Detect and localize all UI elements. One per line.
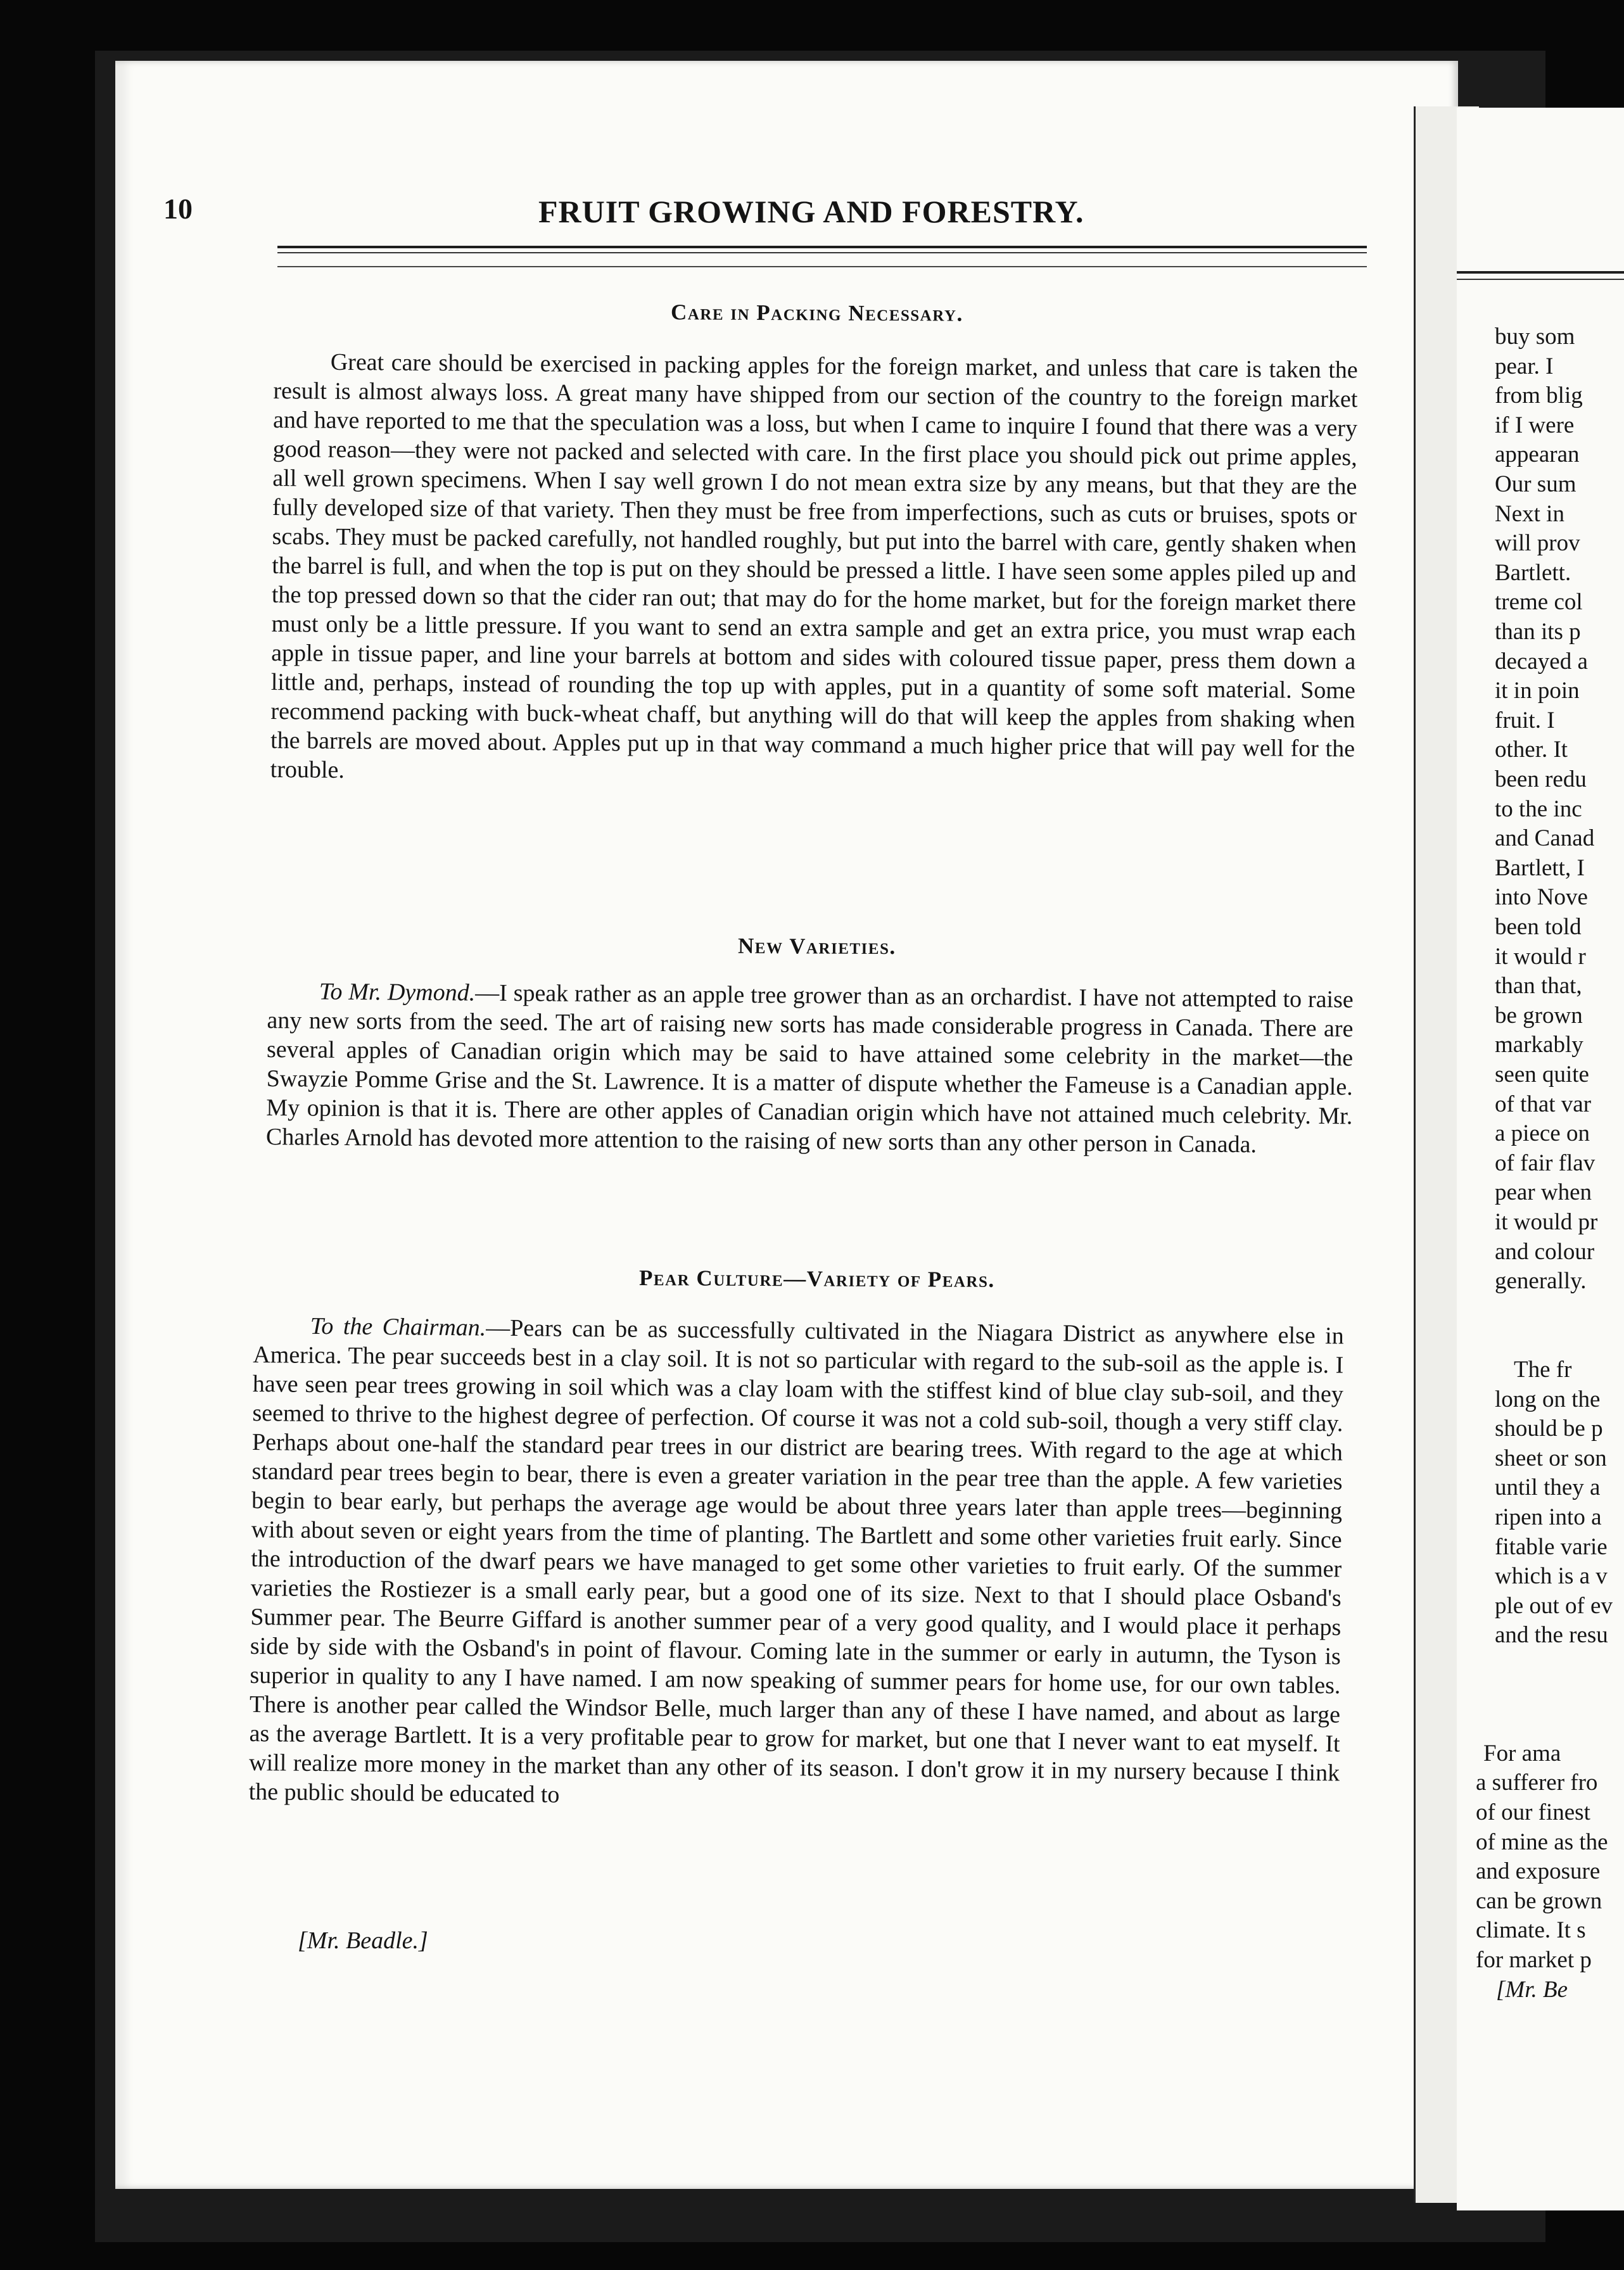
facing-page-line: climate. It s <box>1476 1917 1586 1944</box>
facing-page-line: buy som <box>1495 324 1575 350</box>
facing-page-line: to the inc <box>1495 796 1582 822</box>
paragraph-text: —I speak rather as an apple tree grower than as an orchardist. I have not attempted to raise any new sorts from the seed. The art of raising new sorts has made considerable progress in Canada. There are several apples of Canadian origin which may be said to have attained some celebrity in the market—the Swayzie Pomme Grise and the St. Lawrence. It is a matter of dispute whether the Fameuse is a Canadian apple. My opinion is that it is. There are other apples of Canadian origin which have not attained much celebrity. Mr. Charles Arnold has devoted more attention to the raising of new sorts than any other person in Canada. <box>265 979 1354 1158</box>
facing-page-line: and colour <box>1495 1238 1595 1265</box>
facing-page-line: of mine as the <box>1476 1829 1608 1855</box>
facing-page-line: [Mr. Be <box>1496 1976 1568 2003</box>
facing-page-line: if I were <box>1495 412 1575 438</box>
facing-page-line: Next in <box>1495 500 1564 527</box>
facing-page-line: Bartlett. <box>1495 559 1571 586</box>
facing-page-line: fitable varie <box>1495 1533 1608 1560</box>
facing-page-line: be grown <box>1495 1002 1583 1029</box>
facing-page-line: been redu <box>1495 766 1587 792</box>
facing-page-line: until they a <box>1495 1474 1601 1501</box>
facing-page-line: generally. <box>1495 1268 1587 1295</box>
section-heading: Care in Packing Necessary. <box>670 300 963 326</box>
facing-page-line: than that, <box>1495 973 1582 999</box>
header-rule <box>277 246 1367 248</box>
facing-page-line: and Canad <box>1495 825 1595 852</box>
facing-page-line: of our finest <box>1476 1799 1590 1825</box>
facing-page-line: will prov <box>1495 530 1580 557</box>
running-head: FRUIT GROWING AND FORESTRY. <box>538 194 1084 229</box>
page-number: 10 <box>163 193 193 225</box>
facing-page-line: Bartlett, I <box>1495 854 1585 881</box>
facing-page-line: markably <box>1495 1032 1583 1058</box>
facing-page-line: other. It <box>1495 737 1568 763</box>
facing-page-line: can be grown <box>1476 1887 1602 1914</box>
paragraph <box>266 977 1354 1160</box>
facing-page-line: from blig <box>1495 383 1583 409</box>
facing-page-rule <box>1457 279 1624 280</box>
header-rule <box>277 266 1367 267</box>
facing-page-line: for market p <box>1476 1947 1592 1973</box>
paragraph-text: —Pears can be as successfully cultivated in the Niagara District as anywhere else in America. The pear succeeds best in a clay soil. It is not so particular with regard to the sub-soil as the apple is. I have seen pear trees growing in soil which was a clay loam with the stiffest kind of blue clay sub-soil, and they seemed to thrive to the highest degree of perfection. Of course it was not a cold sub-soil, though a very stiff clay. Perhaps about one-half the standard pear trees in our district are bearing trees. With regard to the age at which standard pear trees begin to bear, there is even a greater variation in the pear tree than the apple. A few varieties begin to bear early, but perhaps the average age would be about three years later than apple trees—beginning with about seven or eight years from the time of planting. The Bartlett and some other varieties fruit early. Since the introduction of the dwarf pears we have managed to get some other varieties to fruit early. Of the summer varieties the Rostiezer is a small early pear, but a good one of its size. Next to that I should place Osband's Summer pear. The Beurre Giffard is another summer pear of a very good quality, and I would place it perhaps side by side with the Osband's in point of flavour. Coming late in the summer or early in autumn, the Tyson is superior in quality to any I have named. I am now speaking of summer pears for home use, for our own tables. There is another pear called the Windsor Belle, much larger than any of these I have named, and about as large as the average Bartlett. It is a very profitable pear to grow for market, but one that I never want to eat myself. It will realize more money in the market than any other of its season. I don't grow it in my nursery because I think the public should be educated to <box>248 1314 1344 1808</box>
facing-page-line: long on the <box>1495 1386 1601 1412</box>
facing-page-line: should be p <box>1495 1416 1603 1442</box>
facing-page-line: been told <box>1495 914 1582 940</box>
facing-page-line: appearan <box>1495 441 1580 468</box>
facing-page-line: a sufferer fro <box>1476 1770 1598 1796</box>
paragraph <box>248 1311 1343 1817</box>
facing-page-line: sheet or son <box>1495 1445 1607 1471</box>
facing-page-line: it would pr <box>1495 1209 1598 1235</box>
facing-page-line: ripen into a <box>1495 1504 1602 1530</box>
facing-page-line: pear when <box>1495 1179 1592 1206</box>
facing-page-line: seen quite <box>1495 1062 1589 1087</box>
facing-page-line: Our sum <box>1495 471 1576 497</box>
facing-page-line: The fr <box>1514 1357 1572 1383</box>
section-heading: Pear Culture—Variety of Pears. <box>638 1265 995 1292</box>
facing-page-line: a piece on <box>1495 1120 1590 1147</box>
facing-page-line: pear. I <box>1495 353 1554 379</box>
facing-page-line: fruit. I <box>1495 707 1555 733</box>
facing-page-line: and exposure <box>1476 1858 1601 1885</box>
facing-page-line: of that var <box>1495 1091 1592 1117</box>
signature: [Mr. Beadle.] <box>298 1927 428 1954</box>
facing-page <box>1457 108 1624 2210</box>
facing-page-line: and the resu <box>1495 1622 1608 1649</box>
facing-page-line: of fair flav <box>1495 1150 1595 1176</box>
header-rule <box>277 252 1367 253</box>
facing-page-rule <box>1457 271 1624 274</box>
facing-page-line: treme col <box>1495 589 1583 616</box>
facing-page-line: it would r <box>1495 943 1586 970</box>
facing-page-line: than its p <box>1495 619 1581 645</box>
paragraph: Great care should be exercised in packing apples for the foreign market, and unless that care is taken the result is almost always loss. A great many have shipped from our section of the country to the foreign market and have reported to me that the speculation was a loss, but when I came to inquire I found that there was a very good reason—they were not packed and selected with care. In the first place you should pick out prime apples, all well grown specimens. When I say well grown I do not mean extra size by any means, but that they are the fully developed size of that variety. Then they must be free from imperfections, such as cuts or bruises, spots or scabs. They must be packed carefully, not handled roughly, but put into the barrel with care, gently shaken when the barrel is full, and when the top is put on they should be pressed a little. I have seen some apples piled up and the top pressed down so that the cider ran out; that may do for the home market, but for the foreign market there must only be a little pressure. If you want to send an extra sample and get an extra price, you must wrap each apple in tissue paper, and line your barrels at bottom and sides with coloured tissue paper, press them down a little and, perhaps, instead of rounding the top up with apples, put in a quantity of some soft material. Some recommend packing with buck-wheat chaff, but anything will do that will keep the apples from shaking when the barrels are moved about. Apples put up in that way command a much higher price that will pay well for the trouble. <box>270 348 1358 783</box>
section-heading: New Varieties. <box>737 933 896 960</box>
addressee: To Mr. Dymond. <box>319 978 476 1006</box>
facing-page-line: which is a v <box>1495 1563 1608 1590</box>
facing-page-line: ple out of ev <box>1495 1592 1613 1619</box>
facing-page-line: decayed a <box>1495 648 1588 675</box>
facing-page-line: For ama <box>1483 1740 1561 1766</box>
addressee: To the Chairman. <box>310 1312 486 1341</box>
facing-page-line: it in poin <box>1495 678 1580 704</box>
facing-page-line: into Nove <box>1495 884 1588 911</box>
